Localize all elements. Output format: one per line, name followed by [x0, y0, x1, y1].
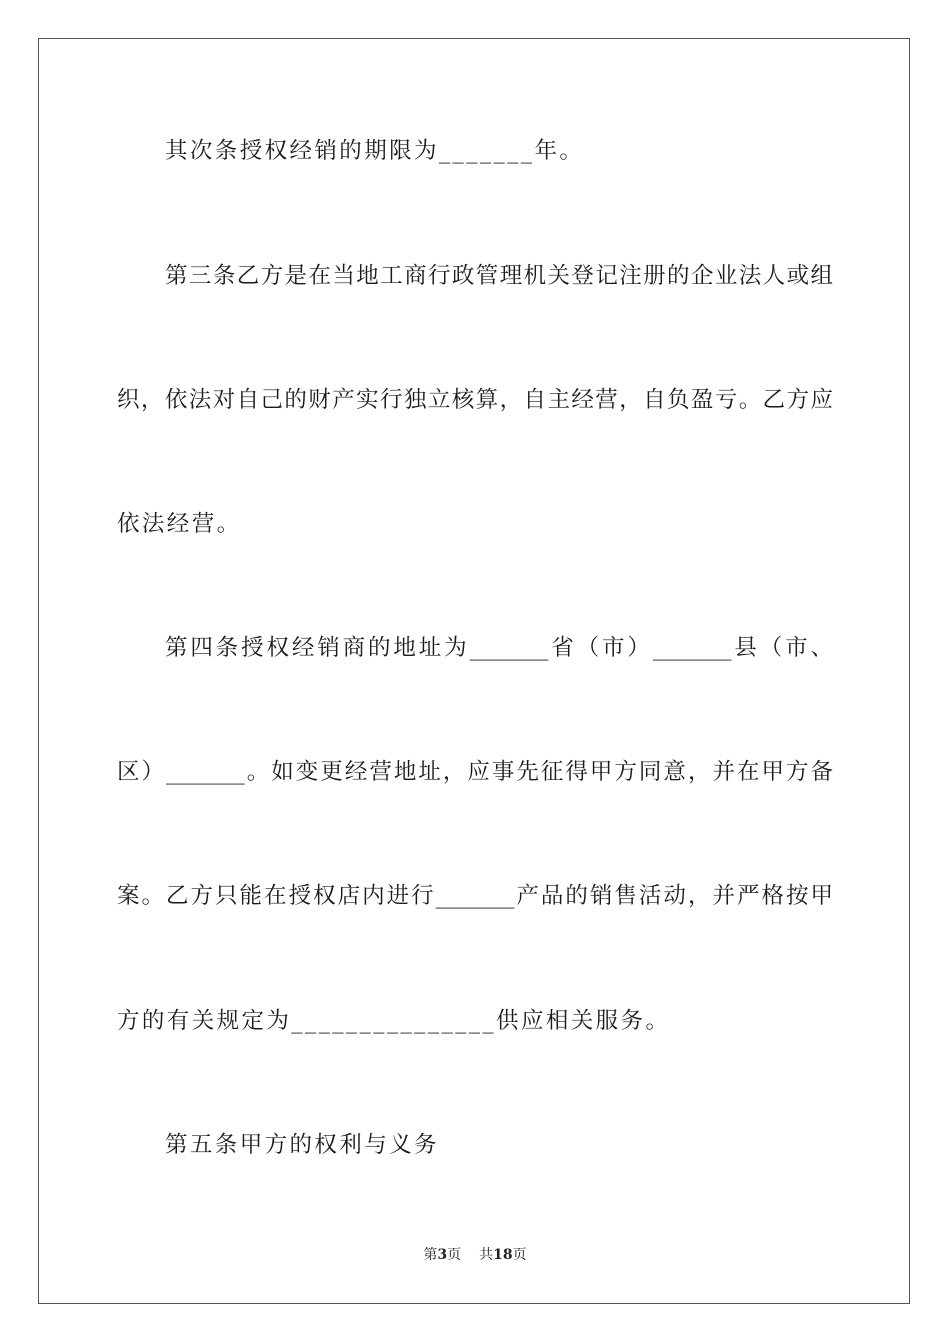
paragraph-article-5-heading: 第五条甲方的权利与义务 — [165, 1132, 439, 1158]
page-border — [38, 38, 910, 1304]
page-number: 3 — [437, 1247, 448, 1263]
paragraph-article-2: 其次条授权经销的期限为_______年。 — [165, 138, 585, 164]
total-suffix: 页 — [512, 1247, 527, 1263]
paragraph-article-3-line-1: 第三条乙方是在当地工商行政管理机关登记注册的企业法人或组 — [165, 263, 833, 289]
page-footer — [0, 1245, 950, 1265]
paragraph-article-3-line-3: 依法经营。 — [117, 511, 242, 537]
paragraph-article-3-line-2: 织，依法对自己的财产实行独立核算，自主经营，自负盈亏。乙方应 — [117, 387, 833, 413]
total-prefix: 共 — [479, 1247, 494, 1263]
paragraph-article-4-line-3: 案。乙方只能在授权店内进行_______产品的销售活动，并严格按甲 — [117, 883, 833, 909]
paragraph-article-4-line-1: 第四条授权经销商的地址为_______省（市）_______县（市、 — [165, 635, 833, 661]
page-prefix: 第 — [423, 1247, 438, 1263]
page-suffix: 页 — [447, 1247, 462, 1263]
paragraph-article-4-line-2: 区）_______。如变更经营地址，应事先征得甲方同意，并在甲方备 — [117, 759, 833, 785]
total-pages: 18 — [493, 1247, 513, 1263]
paragraph-article-4-line-4: 方的有关规定为_______________供应相关服务。 — [117, 1008, 671, 1034]
